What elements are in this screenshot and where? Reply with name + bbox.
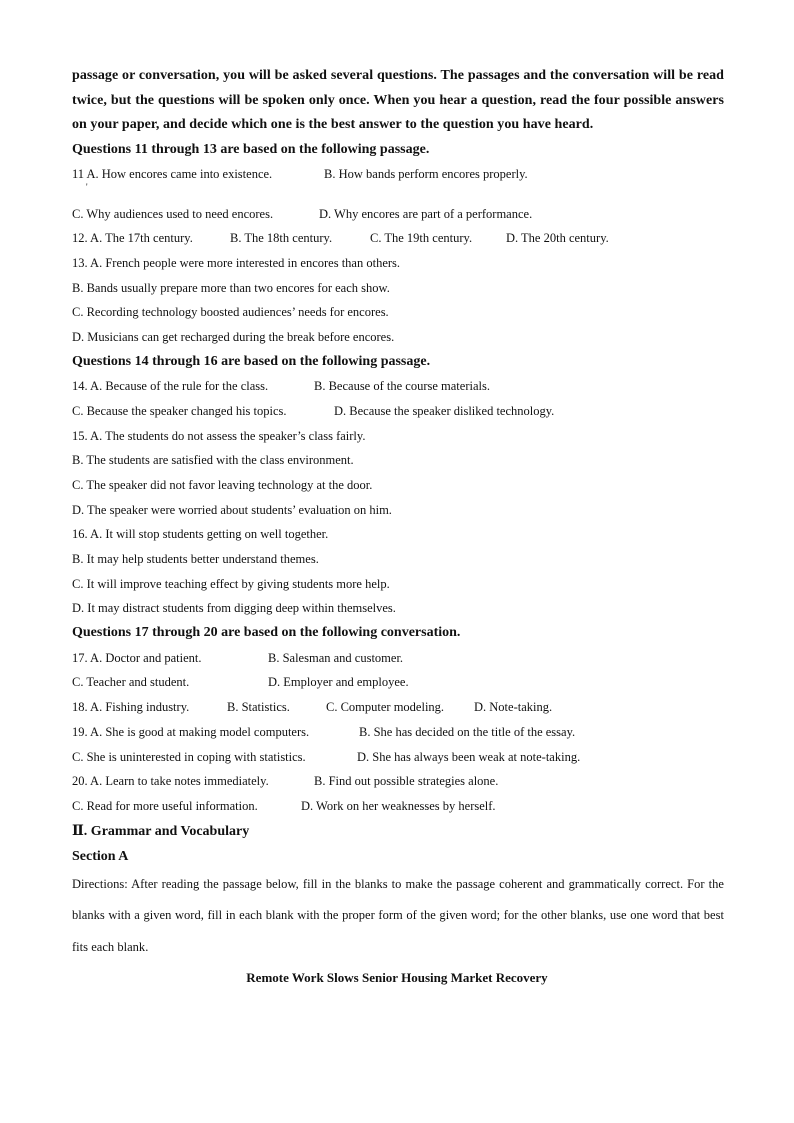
stray-mark: ': [86, 182, 88, 193]
q12-option-a: 12. A. The 17th century.: [72, 231, 193, 246]
q18-option-b: B. Statistics.: [227, 700, 290, 715]
q11-option-c: C. Why audiences used to need encores.: [72, 206, 274, 221]
q15-option-a: 15. A. The students do not assess the speaker’s class fairly.: [72, 428, 366, 443]
q18-option-a: 18. A. Fishing industry.: [72, 700, 190, 715]
listening-directions: passage or conversation, you will be asked several questions. The passages and the conversation will be read twice, but the questions will be spoken only once. When you hear a question, read the four possible answers on your paper, and decide which one is the best answer to the question you have heard.: [72, 68, 724, 133]
passage-title: Remote Work Slows Senior Housing Market Recovery: [246, 970, 548, 986]
q18-option-c: C. Computer modeling.: [326, 700, 445, 715]
q16-option-b: B. It may help students better understand themes.: [72, 552, 319, 567]
q14-option-b: B. Because of the course materials.: [314, 379, 490, 394]
q13-option-b: B. Bands usually prepare more than two encores for each show.: [72, 280, 390, 295]
question-20-options-ab: [72, 769, 724, 794]
q15-option-b: B. The students are satisfied with the class environment.: [72, 453, 354, 468]
question-11-options-ab: [72, 162, 724, 187]
question-18-options: [72, 695, 724, 720]
q20-option-b: B. Find out possible strategies alone.: [314, 774, 499, 789]
q17-option-b: B. Salesman and customer.: [268, 650, 404, 665]
section-a-heading: Section A: [72, 848, 129, 864]
question-20-options-cd: [72, 794, 724, 819]
q12-option-b: B. The 18th century.: [230, 231, 333, 246]
q18-option-d: D. Note-taking.: [474, 700, 553, 715]
q13-option-a: 13. A. French people were more interested in encores than others.: [72, 255, 401, 270]
q19-option-c: C. She is uninterested in coping with statistics.: [72, 749, 306, 764]
questions-17-20-heading: Questions 17 through 20 are based on the following conversation.: [72, 625, 461, 641]
question-17-options-cd: [72, 670, 724, 695]
q16-option-d: D. It may distract students from digging deep within themselves.: [72, 601, 396, 616]
q15-option-c: C. The speaker did not favor leaving technology at the door.: [72, 478, 373, 493]
q17-option-c: C. Teacher and student.: [72, 675, 190, 690]
question-14-options-cd: [72, 399, 724, 424]
q12-option-d: D. The 20th century.: [506, 231, 609, 246]
q14-option-c: C. Because the speaker changed his topics.: [72, 403, 287, 418]
grammar-vocabulary-heading: Ⅱ. Grammar and Vocabulary: [72, 823, 250, 839]
q12-option-c: C. The 19th century.: [370, 231, 473, 246]
stray-mark-row: [72, 182, 724, 202]
q19-option-a: 19. A. She is good at making model computers.: [72, 724, 310, 739]
question-19-options-ab: [72, 720, 724, 745]
q13-option-d: D. Musicians can get recharged during the break before encores.: [72, 330, 395, 344]
q14-option-d: D. Because the speaker disliked technology.: [334, 403, 555, 418]
q11-option-b: B. How bands perform encores properly.: [324, 167, 528, 182]
q14-option-a: 14. A. Because of the rule for the class.: [72, 379, 269, 394]
q13-option-c: C. Recording technology boosted audiences’ needs for encores.: [72, 305, 389, 320]
question-11-options-cd: [72, 202, 724, 227]
q16-option-c: C. It will improve teaching effect by giving students more help.: [72, 576, 390, 591]
document-page: [72, 64, 724, 993]
question-17-options-ab: [72, 646, 724, 671]
q20-option-c: C. Read for more useful information.: [72, 798, 258, 813]
q20-option-a: 20. A. Learn to take notes immediately.: [72, 774, 269, 789]
q11-option-a: 11 A. How encores came into existence.: [72, 167, 273, 182]
questions-14-16-heading: Questions 14 through 16 are based on the following passage.: [72, 353, 431, 369]
q17-option-a: 17. A. Doctor and patient.: [72, 650, 202, 665]
q19-option-d: D. She has always been weak at note-taking.: [357, 749, 581, 764]
questions-11-13-heading: Questions 11 through 13 are based on the following passage.: [72, 141, 430, 157]
q16-option-a: 16. A. It will stop students getting on well together.: [72, 527, 329, 542]
q17-option-d: D. Employer and employee.: [268, 675, 409, 690]
question-14-options-ab: [72, 374, 724, 399]
q19-option-b: B. She has decided on the title of the essay.: [359, 724, 576, 739]
q11-option-d: D. Why encores are part of a performance.: [319, 206, 533, 221]
grammar-directions: Directions: After reading the passage below, fill in the blanks to make the passage coherent and grammatically correct. For the blanks with a given word, fill in each blank with the proper form of the given word; for the other blanks, use one word that best fits each blank.: [72, 876, 724, 954]
question-19-options-cd: [72, 745, 724, 770]
q15-option-d: D. The speaker were worried about students’ evaluation on him.: [72, 502, 392, 517]
question-12-options: [72, 226, 724, 251]
q20-option-d: D. Work on her weaknesses by herself.: [301, 798, 496, 813]
